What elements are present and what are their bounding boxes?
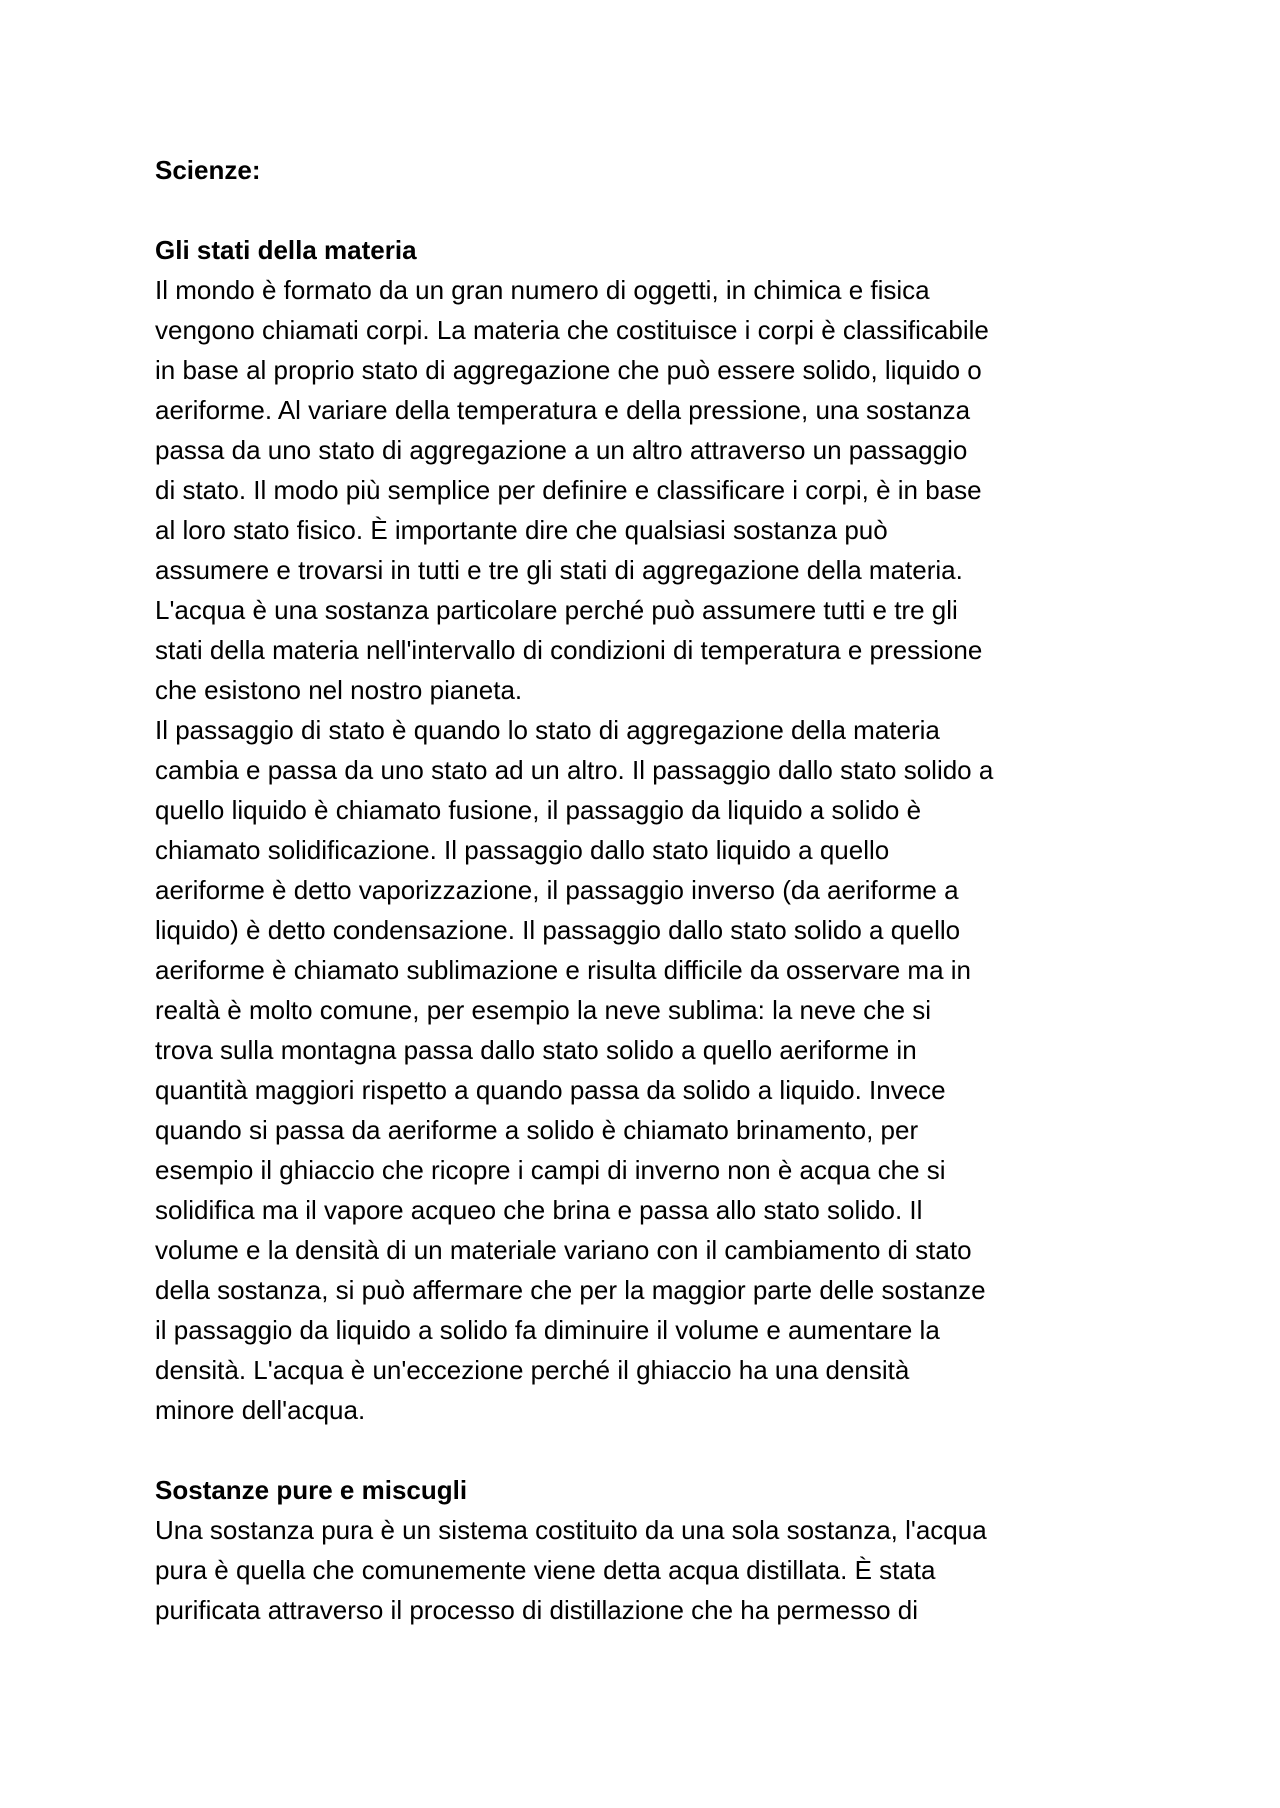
text-line: trova sulla montagna passa dallo stato solido a quello aeriforme in	[155, 1035, 917, 1065]
text-line: il passaggio da liquido a solido fa diminuire il volume e aumentare la	[155, 1315, 940, 1345]
blank-line	[155, 1430, 1135, 1470]
text-line: vengono chiamati corpi. La materia che costituisce i corpi è classificabile	[155, 315, 989, 345]
section-title-sostanze-pure: Sostanze pure e miscugli	[155, 1475, 468, 1505]
text-line: Il passaggio di stato è quando lo stato di aggregazione della materia	[155, 715, 940, 745]
text-line: purificata attraverso il processo di distillazione che ha permesso di	[155, 1595, 919, 1625]
text-line: quantità maggiori rispetto a quando passa da solido a liquido. Invece	[155, 1075, 946, 1105]
text-line: al loro stato fisico. È importante dire che qualsiasi sostanza può	[155, 515, 888, 545]
text-line: che esistono nel nostro pianeta.	[155, 675, 523, 705]
text-line: stati della materia nell'intervallo di condizioni di temperatura e pressione	[155, 635, 983, 665]
text-line: in base al proprio stato di aggregazione che può essere solido, liquido o	[155, 355, 982, 385]
section-body-stati-materia	[155, 270, 1135, 1430]
text-line: densità. L'acqua è un'eccezione perché il ghiaccio ha una densità	[155, 1355, 910, 1385]
text-line: passa da uno stato di aggregazione a un altro attraverso un passaggio	[155, 435, 968, 465]
text-line: pura è quella che comunemente viene detta acqua distillata. È stata	[155, 1555, 936, 1585]
text-line: aeriforme. Al variare della temperatura e della pressione, una sostanza	[155, 395, 971, 425]
section-title-stati-materia: Gli stati della materia	[155, 235, 417, 265]
text-line: assumere e trovarsi in tutti e tre gli stati di aggregazione della materia.	[155, 555, 963, 585]
text-line: Una sostanza pura è un sistema costituito da una sola sostanza, l'acqua	[155, 1515, 987, 1545]
document-body	[155, 150, 1135, 1630]
text-line: aeriforme è chiamato sublimazione e risulta difficile da osservare ma in	[155, 955, 972, 985]
text-line: realtà è molto comune, per esempio la neve sublima: la neve che si	[155, 995, 932, 1025]
text-line: aeriforme è detto vaporizzazione, il passaggio inverso (da aeriforme a	[155, 875, 959, 905]
text-line: solidifica ma il vapore acqueo che brina e passa allo stato solido. Il	[155, 1195, 923, 1225]
text-line: quello liquido è chiamato fusione, il passaggio da liquido a solido è	[155, 795, 922, 825]
text-line: della sostanza, si può affermare che per la maggior parte delle sostanze	[155, 1275, 986, 1305]
text-line: volume e la densità di un materiale variano con il cambiamento di stato	[155, 1235, 972, 1265]
text-line: di stato. Il modo più semplice per definire e classificare i corpi, è in base	[155, 475, 982, 505]
text-line: esempio il ghiaccio che ricopre i campi di inverno non è acqua che si	[155, 1155, 946, 1185]
text-line: minore dell'acqua.	[155, 1395, 366, 1425]
text-line: Il mondo è formato da un gran numero di oggetti, in chimica e fisica	[155, 275, 930, 305]
text-line: L'acqua è una sostanza particolare perché può assumere tutti e tre gli	[155, 595, 958, 625]
subject-heading: Scienze:	[155, 155, 261, 185]
section-body-sostanze-pure	[155, 1510, 1135, 1630]
text-line: cambia e passa da uno stato ad un altro. Il passaggio dallo stato solido a	[155, 755, 994, 785]
text-line: chiamato solidificazione. Il passaggio dallo stato liquido a quello	[155, 835, 890, 865]
blank-line	[155, 190, 1135, 230]
text-line: liquido) è detto condensazione. Il passaggio dallo stato solido a quello	[155, 915, 961, 945]
text-line: quando si passa da aeriforme a solido è chiamato brinamento, per	[155, 1115, 919, 1145]
